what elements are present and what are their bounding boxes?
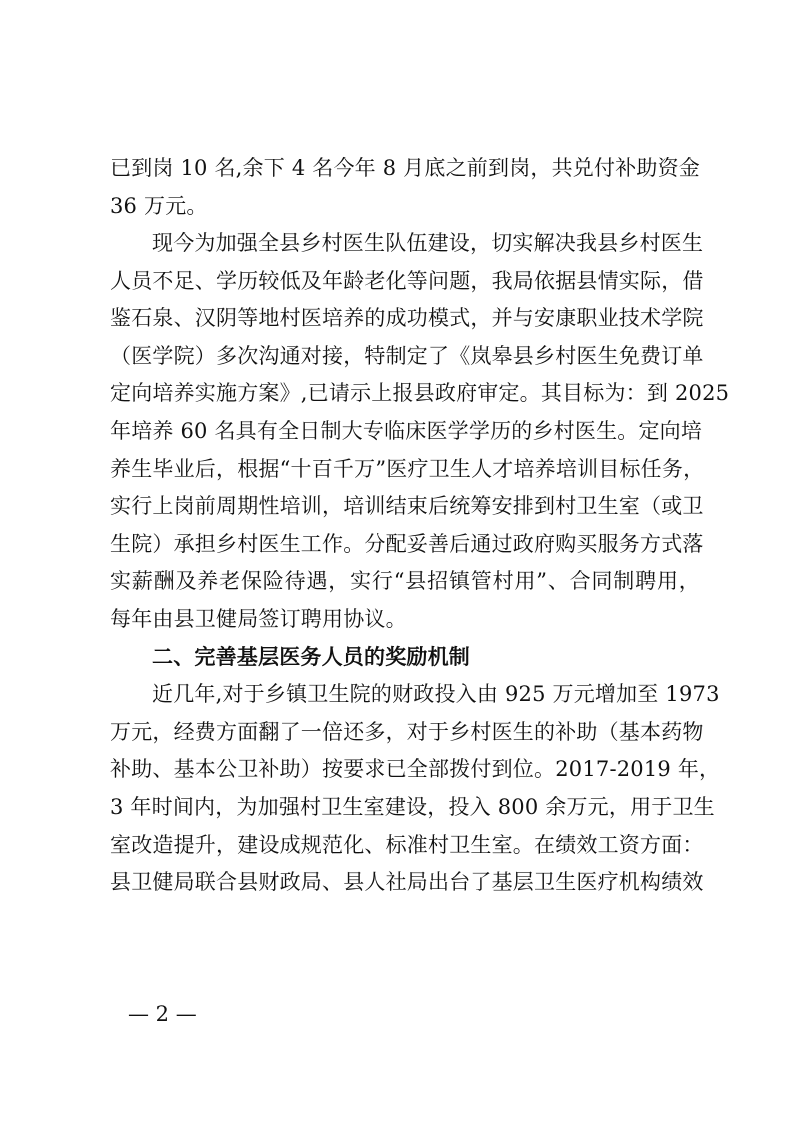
page-number: — 2 — [128,1002,197,1026]
paragraph-line: 定向培养实施方案》,已请示上报县政府审定。其目标为：到 2025 [110,381,730,405]
paragraph-line: 鉴石泉、汉阴等地村医培养的成功模式，并与安康职业技术学院 [110,306,704,330]
paragraph-line: 室改造提升，建设成规范化、标准村卫生室。在绩效工资方面： [110,833,704,857]
paragraph-line: 实薪酬及养老保险待遇，实行“县招镇管村用”、合同制聘用， [110,569,700,593]
section-heading: 二、完善基层医务人员的奖励机制 [152,645,470,669]
paragraph-line: 近几年,对于乡镇卫生院的财政投入由 925 万元增加至 1973 [152,682,720,706]
paragraph-line: 生院）承担乡村医生工作。分配妥善后通过政府购买服务方式落 [110,532,704,556]
paragraph-line: 养生毕业后，根据“十百千万”医疗卫生人才培养培训目标任务， [110,457,705,481]
paragraph-line: 实行上岗前周期性培训，培训结束后统筹安排到村卫生室（或卫 [110,494,704,518]
paragraph-line: 补助、基本公卫补助）按要求已全部拨付到位。2017-2019 年， [110,757,721,781]
paragraph-line: 年培养 60 名具有全日制大专临床医学学历的乡村医生。定向培 [110,419,703,443]
paragraph-line: 36 万元。 [110,194,208,218]
paragraph-line: 人员不足、学历较低及年龄老化等问题，我局依据县情实际，借 [110,269,704,293]
paragraph-line: 3 年时间内，为加强村卫生室建设，投入 800 余万元，用于卫生 [110,795,715,819]
paragraph-line: 万元，经费方面翻了一倍还多，对于乡村医生的补助（基本药物 [110,720,704,744]
paragraph-line: 每年由县卫健局签订聘用协议。 [110,607,407,631]
paragraph-line: （医学院）多次沟通对接，特制定了《岚皋县乡村医生免费订单 [110,344,704,368]
paragraph-line: 现今为加强全县乡村医生队伍建设，切实解决我县乡村医生 [152,231,704,255]
paragraph-line: 县卫健局联合县财政局、县人社局出台了基层卫生医疗机构绩效 [110,870,704,894]
paragraph-line: 已到岗 10 名,余下 4 名今年 8 月底之前到岗，共兑付补助资金 [110,156,700,180]
